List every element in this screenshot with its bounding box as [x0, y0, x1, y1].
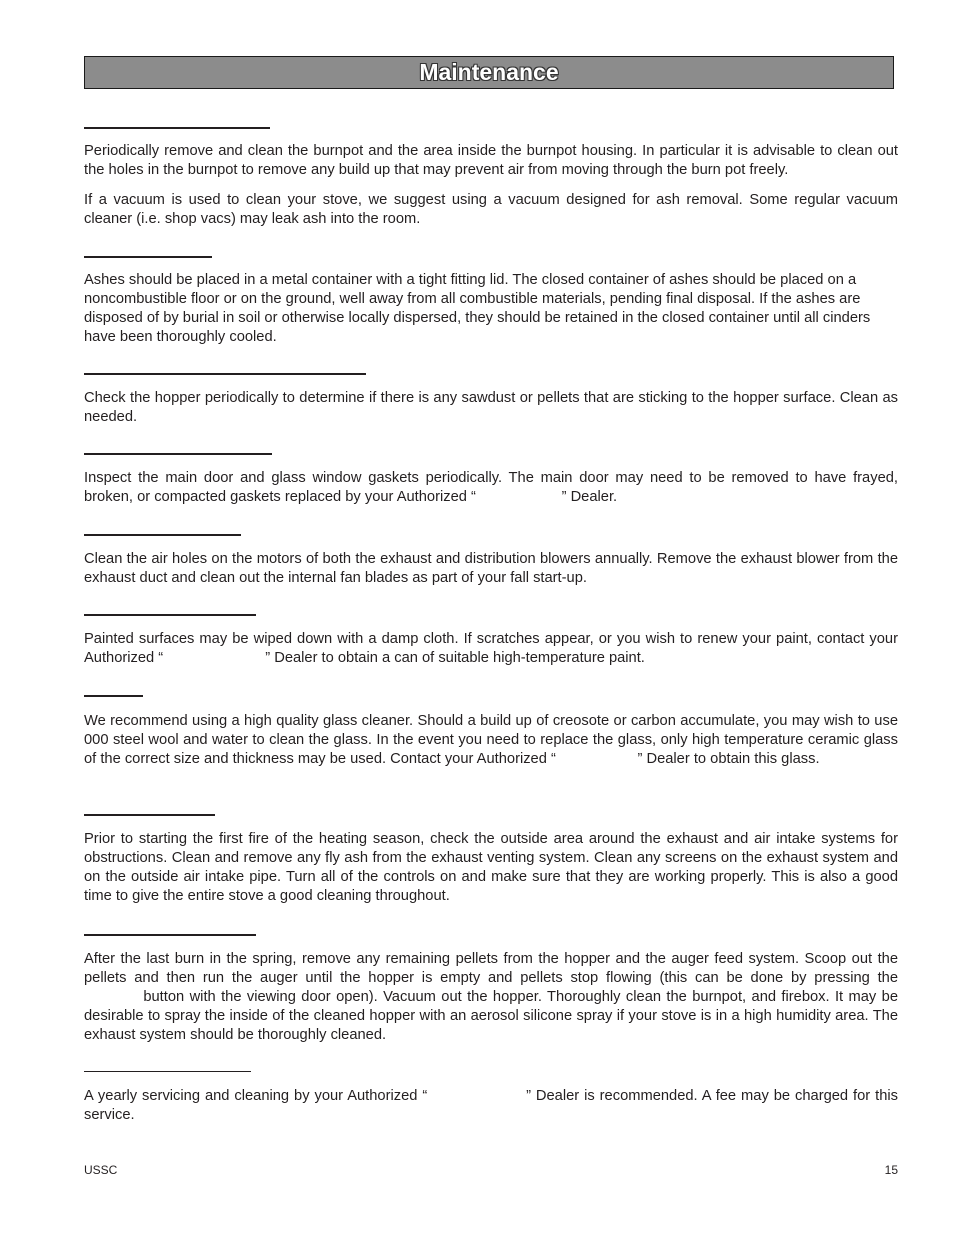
paragraph-text: ” Dealer is recommended. A fee may be charged for this service.: [84, 1088, 898, 1123]
body-paragraph: [84, 712, 898, 769]
section-heading-rule: [84, 814, 215, 816]
body-paragraph: Ashes should be placed in a metal container with a tight fitting lid. The closed container of ashes should be placed on a noncombustible floor or on the ground, well away from all combustible materials, pending final disposal. If the ashes are disposed of by burial in soil or otherwise locally dispersed, they should be retained in the closed container until all cinders have been thoroughly cooled.: [84, 272, 871, 345]
paragraph-text: Painted surfaces may be wiped down with a damp cloth. If scratches appear, or you wish to renew your paint, contact your Authorized “: [84, 631, 898, 666]
paragraph-text: After the last burn in the spring, remove any remaining pellets from the hopper and the auger feed system. Scoop out the pellets and then run the auger until the hopper is empty and pellets stop flowing (this can be done by pressing the: [84, 951, 898, 986]
body-paragraph: Check the hopper periodically to determine if there is any sawdust or pellets that are sticking to the hopper surface. Clean as needed.: [84, 390, 898, 425]
section-title-banner: [84, 56, 894, 89]
footer-company-label: USSC: [84, 1163, 118, 1177]
page-title: Maintenance: [419, 59, 559, 85]
section-heading-rule: [84, 1071, 251, 1072]
body-paragraph: Prior to starting the first fire of the heating season, check the outside area around the exhaust and air intake systems for obstructions. Clean and remove any fly ash from the exhaust venting system. Clean any screens on the exhaust system and on the outside air intake pipe. Turn all of the controls on and make sure that they are working properly. This is also a good time to give the entire stove a good cleaning throughout.: [84, 831, 898, 904]
paragraph-text: A yearly servicing and cleaning by your Authorized “: [84, 1088, 428, 1104]
paragraph-text: ” Dealer to obtain this glass.: [637, 751, 820, 767]
section-heading-rule: [84, 534, 241, 536]
body-paragraph: [84, 950, 898, 1045]
page-number: 15: [884, 1163, 898, 1177]
section-heading-rule: [84, 614, 256, 616]
section-heading-rule: [84, 256, 212, 258]
body-paragraph: [84, 469, 898, 507]
section-heading-rule: [84, 373, 366, 375]
body-paragraph: [84, 1087, 898, 1125]
section-heading-rule: [84, 934, 256, 936]
body-paragraph: If a vacuum is used to clean your stove, we suggest using a vacuum designed for ash removal. Some regular vacuum cleaner (i.e. shop vacs) may leak ash into the room.: [84, 192, 898, 227]
section-heading-rule: [84, 127, 270, 129]
paragraph-text: button with the viewing door open). Vacuum out the hopper. Thoroughly clean the burnpot, and firebox. It may be desirable to spray the inside of the cleaned hopper with an aerosol silicone spray if your stove is in a high humidity area. The exhaust system should be thoroughly cleaned.: [84, 989, 899, 1043]
paragraph-text: We recommend using a high quality glass cleaner. Should a build up of creosote or carbon accumulate, you may wish to use 000 steel wool and water to clean the glass. In the event you need to replace the glass, only high temperature ceramic glass of the correct size and thickness may be used. Contact your Authorized “: [84, 713, 898, 767]
body-paragraph: Periodically remove and clean the burnpot and the area inside the burnpot housing. In particular it is advisable to clean out the holes in the burnpot to remove any build up that may prevent air from moving through the burn pot freely.: [84, 143, 898, 178]
paragraph-text: Inspect the main door and glass window gaskets periodically. The main door may need to be removed to have frayed, broken, or compacted gaskets replaced by your Authorized “: [84, 470, 898, 505]
body-paragraph: Clean the air holes on the motors of both the exhaust and distribution blowers annually. Remove the exhaust blower from the exhaust duct and clean out the internal fan blades as part of your fall start-up.: [84, 551, 898, 586]
paragraph-text: ” Dealer.: [561, 489, 618, 505]
section-heading-rule: [84, 453, 272, 455]
paragraph-text: ” Dealer to obtain a can of suitable high-temperature paint.: [265, 650, 645, 666]
section-heading-rule: [84, 695, 143, 697]
body-paragraph: [84, 630, 898, 668]
